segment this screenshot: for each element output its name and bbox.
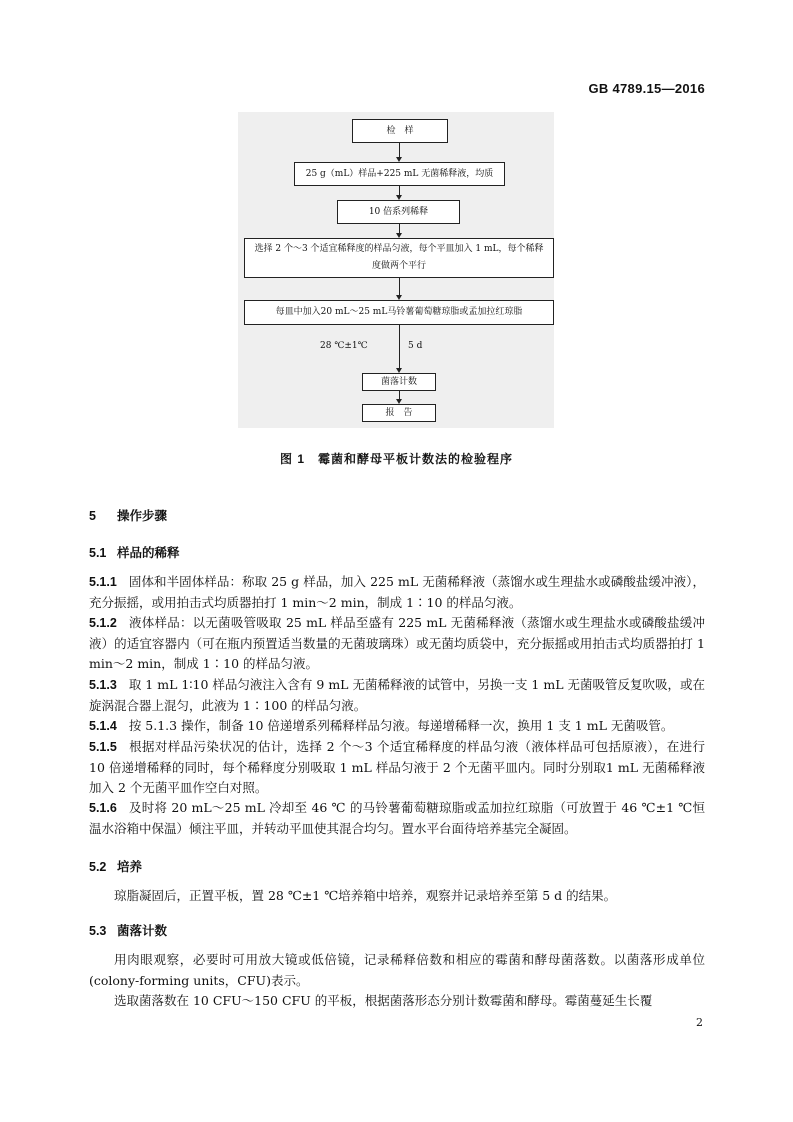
standard-number: GB 4789.15—2016	[588, 81, 705, 96]
subsection-title: 培养	[117, 860, 143, 874]
flow-step-select-dilution: 选择 2 个～3 个适宜稀释度的样品匀液，每个平皿加入 1 mL，每个稀释度做两个平行	[244, 238, 554, 278]
clause-5-1-4: 5.1.4 按 5.1.3 操作，制备 10 倍递增系列稀释样品匀液。每递增稀释一次，换用 1 支 1 mL 无菌吸管。	[89, 718, 674, 733]
flow-step-homogenize: 25 g（mL）样品+225 mL 无菌稀释液，均质	[294, 162, 505, 186]
colony-count-paragraph-1: 用肉眼观察，必要时可用放大镜或低倍镜，记录稀释倍数和相应的霉菌和酵母菌落数。以菌落形成单位(colony-forming units，CFU)表示。	[89, 952, 705, 988]
incubation-temperature: 28 ℃±1℃	[320, 341, 368, 351]
page-number: 2	[696, 1016, 703, 1029]
clause-5-1-2: 5.1.2 液体样品：以无菌吸管吸取 25 mL 样品至盛有 225 mL 无菌稀释液（蒸馏水或生理盐水或磷酸盐缓冲液）的适宜容器内（可在瓶内预置适当数量的无菌玻璃珠）或无菌均质袋中，充分振摇或用拍击式均质器拍打 1 min～2 min，制成 1∶10 的样品匀液。	[89, 615, 705, 671]
flow-arrow	[399, 278, 400, 295]
subsection-title: 样品的稀释	[117, 546, 180, 560]
flow-step-report: 报 告	[362, 404, 436, 422]
section-heading	[89, 506, 167, 524]
subsection-number: 5.2	[89, 860, 107, 874]
clause-5-1-3: 5.1.3 取 1 mL 1∶10 样品匀液注入含有 9 mL 无菌稀释液的试管中，另换一支 1 mL 无菌吸管反复吹吸，或在旋涡混合器上混匀，此液为 1∶100 的样品匀液。	[89, 677, 705, 713]
flow-step-dilution: 10 倍系列稀释	[337, 200, 460, 224]
clause-5-1-5: 5.1.5 根据对样品污染状况的估计，选择 2 个～3 个适宜稀释度的样品匀液（液体样品可包括原液），在进行 10 倍递增稀释的同时，每个稀释度分别吸取 1 mL 样品匀液于 2 个无菌平皿内。同时分别取1 mL 无菌稀释液加入 2 个无菌平皿作空白对照。	[89, 739, 705, 795]
section-title: 操作步骤	[117, 509, 168, 523]
flow-step-sample: 检 样	[352, 119, 448, 143]
subsection-heading	[89, 921, 167, 939]
section-number: 5	[89, 509, 96, 523]
subsection-heading	[89, 857, 142, 875]
subsection-heading	[89, 543, 180, 561]
flow-arrow	[399, 325, 400, 368]
flow-step-colony-count: 菌落计数	[362, 373, 436, 391]
flow-arrow	[399, 186, 400, 195]
incubation-time: 5 d	[408, 341, 423, 351]
culture-paragraph: 琼脂凝固后，正置平板，置 28 ℃±1 ℃培养箱中培养，观察并记录培养至第 5 d 的结果。	[114, 888, 617, 903]
subsection-number: 5.3	[89, 924, 107, 938]
clause-5-1-1: 5.1.1 固体和半固体样品：称取 25 g 样品，加入 225 mL 无菌稀释液（蒸馏水或生理盐水或磷酸盐缓冲液），充分振摇，或用拍击式均质器拍打 1 min～2 min，制成 1∶10 的样品匀液。	[89, 574, 705, 610]
flow-step-add-agar: 每皿中加入20 mL～25 mL马铃薯葡萄糖琼脂或孟加拉红琼脂	[244, 300, 554, 325]
colony-count-paragraph-2: 选取菌落数在 10 CFU～150 CFU 的平板，根据菌落形态分别计数霉菌和酵母。霉菌蔓延生长覆	[114, 993, 653, 1008]
subsection-number: 5.1	[89, 546, 107, 560]
subsection-title: 菌落计数	[117, 924, 168, 938]
flow-arrow	[399, 143, 400, 157]
flowchart	[238, 112, 554, 428]
flow-arrow	[399, 391, 400, 399]
clause-5-1-6: 5.1.6 及时将 20 mL～25 mL 冷却至 46 ℃ 的马铃薯葡萄糖琼脂或孟加拉红琼脂（可放置于 46 ℃±1 ℃恒温水浴箱中保温）倾注平皿，并转动平皿使其混合均匀。置水平台面待培养基完全凝固。	[89, 800, 705, 836]
figure-caption: 图 1 霉菌和酵母平板计数法的检验程序	[279, 452, 513, 466]
